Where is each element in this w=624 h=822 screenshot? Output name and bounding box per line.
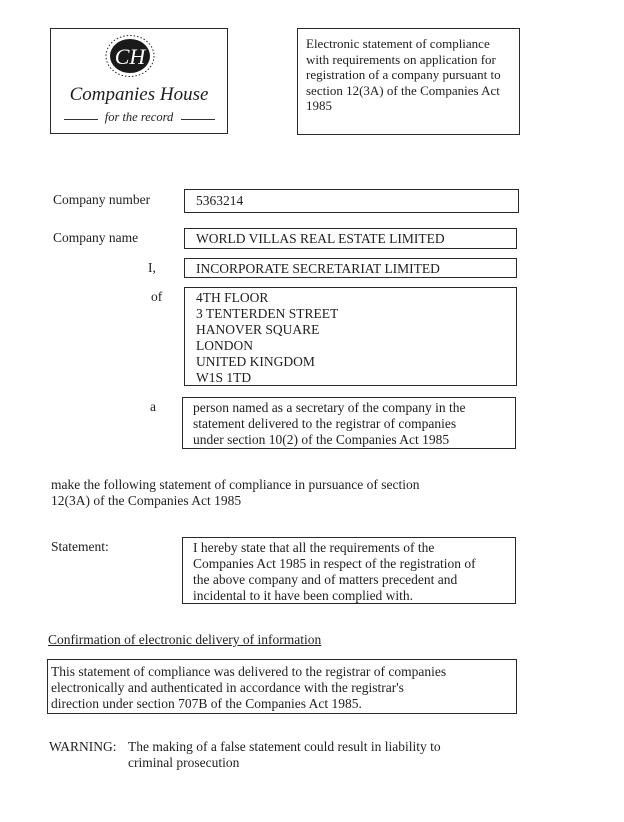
company-number-label: Company number <box>53 192 151 207</box>
warning-text-continued: criminal prosecution <box>128 755 240 770</box>
confirmation-line: electronically and authenticated in accordance with the registrar's <box>51 680 404 695</box>
declarant-value: INCORPORATE SECRETARIAT LIMITED <box>196 261 440 276</box>
capacity-label: a <box>150 399 156 414</box>
address-line: 4TH FLOOR <box>196 290 269 305</box>
address-label: of <box>151 289 163 304</box>
confirmation-line: direction under section 707B of the Companies Act 1985. <box>51 696 362 711</box>
address-line: UNITED KINGDOM <box>196 354 315 369</box>
compliance-intro-line: make the following statement of compliance in pursuance of section <box>51 477 420 492</box>
capacity-line: person named as a secretary of the company in the <box>193 400 466 415</box>
logo-monogram: CH <box>114 44 146 69</box>
company-name-value: WORLD VILLAS REAL ESTATE LIMITED <box>196 231 445 246</box>
capacity-line: under section 10(2) of the Companies Act 1985 <box>193 432 450 447</box>
capacity-line: statement delivered to the registrar of companies <box>193 416 457 431</box>
companies-house-logo-icon <box>104 34 156 78</box>
company-number-value: 5363214 <box>196 193 244 208</box>
confirmation-line: This statement of compliance was delivered to the registrar of companies <box>51 664 447 679</box>
form-title: Electronic statement of compliance with requirements on application for registration of a company pursuant to section 12(3A) of the Companies Act 1985 <box>306 36 501 113</box>
declarant-label: I, <box>148 260 156 275</box>
warning-label: WARNING: <box>49 739 117 754</box>
address-line: 3 TENTERDEN STREET <box>196 306 339 321</box>
address-line: HANOVER SQUARE <box>196 322 320 337</box>
statement-line: the above company and of matters precedent and <box>193 572 458 587</box>
logo-tagline: for the record <box>104 110 174 124</box>
compliance-intro-line: 12(3A) of the Companies Act 1985 <box>51 493 242 508</box>
confirmation-heading: Confirmation of electronic delivery of information <box>48 632 322 647</box>
address-line: W1S 1TD <box>196 370 252 385</box>
statement-line: Companies Act 1985 in respect of the registration of <box>193 556 476 571</box>
address-line: LONDON <box>196 338 253 353</box>
statement-line: I hereby state that all the requirements of the <box>193 540 435 555</box>
statement-line: incidental to it have been complied with. <box>193 588 414 603</box>
company-name-label: Company name <box>53 230 139 245</box>
tagline-rule-right <box>181 119 215 120</box>
statement-label: Statement: <box>51 539 109 554</box>
logo-name: Companies House <box>69 84 209 105</box>
warning-text: The making of a false statement could result in liability to <box>128 739 441 754</box>
